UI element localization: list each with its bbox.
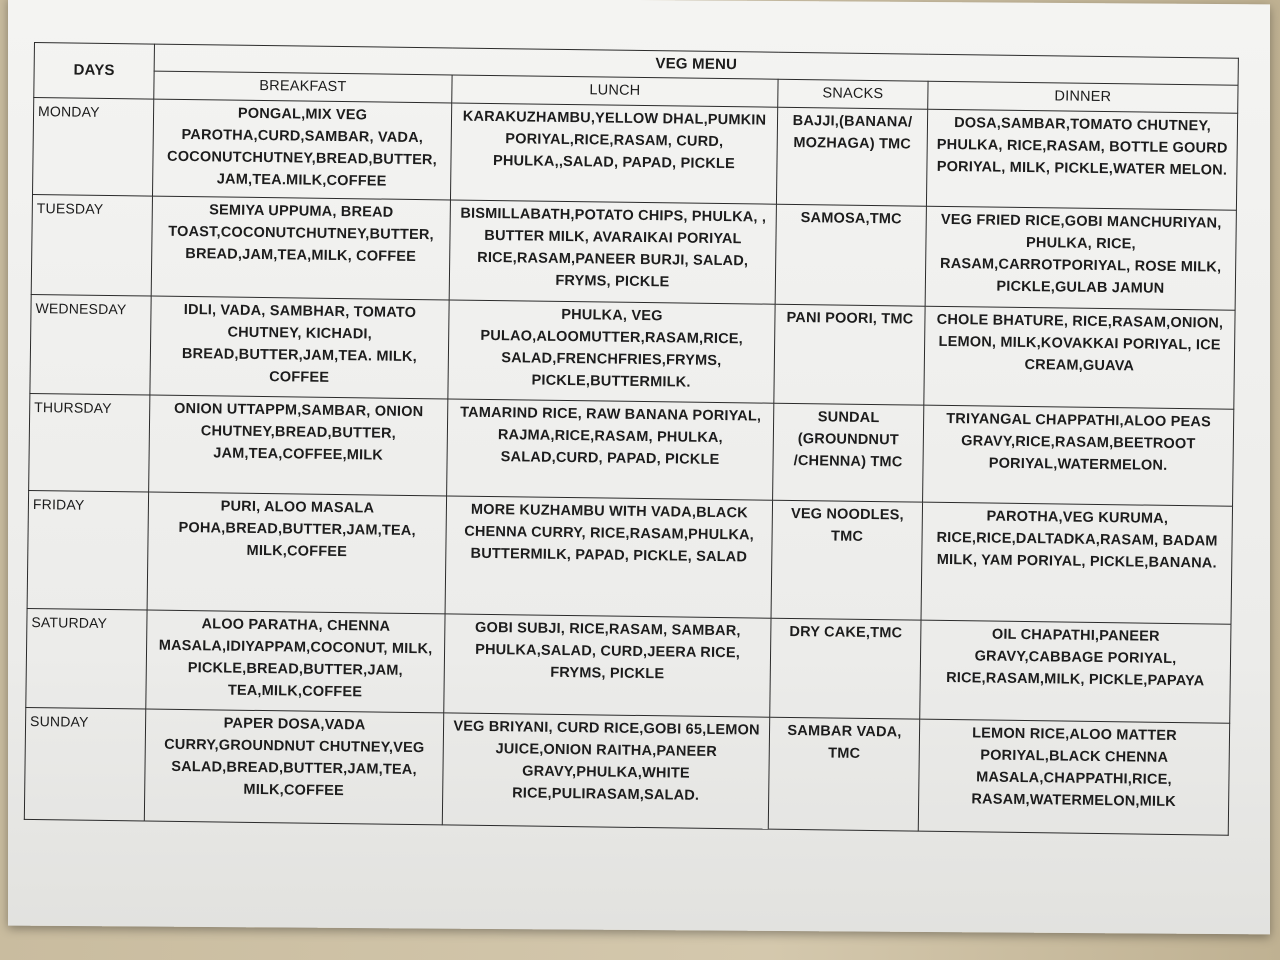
dinner-cell: PAROTHA,VEG KURUMA, RICE,RICE,DALTADKA,RASAM, BADAM MILK, YAM PORIYAL, PICKLE,BANANA.	[921, 502, 1233, 624]
snacks-cell: PANI POORI, TMC	[774, 304, 925, 405]
breakfast-cell: PONGAL,MIX VEG PAROTHA,CURD,SAMBAR, VADA, COCONUTCHUTNEY,BREAD,BUTTER, JAM,TEA.MILK,COFFEE	[152, 99, 451, 200]
snacks-cell: BAJJI,(BANANA/ MOZHAGA) TMC	[776, 107, 927, 206]
breakfast-cell: IDLI, VADA, SAMBHAR, TOMATO CHUTNEY, KICHADI, BREAD,BUTTER,JAM,TEA. MILK, COFFEE	[150, 296, 449, 399]
lunch-cell: MORE KUZHAMBU WITH VADA,BLACK CHENNA CURRY, RICE,RASAM,PHULKA, BUTTERMILK, PAPAD, PICKLE, SALAD	[445, 496, 773, 618]
lunch-cell: BISMILLABATH,POTATO CHIPS, PHULKA, , BUTTER MILK, AVARAIKAI PORIYAL RICE,RASAM,PANEER BURJI, SALAD, FRYMS, PICKLE	[449, 200, 776, 304]
dinner-cell: CHOLE BHATURE, RICE,RASAM,ONION, LEMON, MILK,KOVAKKAI PORIYAL, ICE CREAM,GUAVA	[924, 306, 1235, 409]
header-lunch: LUNCH	[452, 75, 778, 107]
lunch-cell: PHULKA, VEG PULAO,ALOOMUTTER,RASAM,RICE, SALAD,FRENCHFRIES,FRYMS, PICKLE,BUTTERMILK.	[448, 299, 775, 403]
day-cell: MONDAY	[33, 97, 154, 196]
table-row	[31, 195, 1236, 310]
header-dinner: DINNER	[928, 82, 1238, 113]
snacks-cell: SAMOSA,TMC	[775, 204, 926, 305]
breakfast-cell: PAPER DOSA,VADA CURRY,GROUNDNUT CHUTNEY,VEG SALAD,BREAD,BUTTER,JAM,TEA, MILK,COFFEE	[144, 709, 443, 825]
lunch-cell: VEG BRIYANI, CURD RICE,GOBI 65,LEMON JUICE,ONION RAITHA,PANEER GRAVY,PHULKA,WHITE RICE,PULIRASAM,SALAD.	[442, 713, 769, 829]
day-cell: SUNDAY	[24, 708, 145, 821]
snacks-cell: VEG NOODLES, TMC	[771, 501, 923, 621]
header-snacks: SNACKS	[778, 80, 928, 109]
table-row	[29, 393, 1234, 506]
table-row	[30, 294, 1235, 409]
snacks-cell: SAMBAR VADA, TMC	[768, 718, 919, 832]
day-cell: WEDNESDAY	[30, 294, 151, 395]
dinner-cell: DOSA,SAMBAR,TOMATO CHUTNEY, PHULKA, RICE,RASAM, BOTTLE GOURD PORIYAL, MILK, PICKLE,WATER MELON.	[926, 109, 1237, 210]
breakfast-cell: PURI, ALOO MASALA POHA,BREAD,BUTTER,JAM,TEA, MILK,COFFEE	[147, 492, 447, 614]
snacks-cell: DRY CAKE,TMC	[770, 618, 921, 719]
breakfast-cell: SEMIYA UPPUMA, BREAD TOAST,COCONUTCHUTNEY,BUTTER, BREAD,JAM,TEA,MILK, COFFEE	[151, 196, 450, 299]
table-row	[33, 97, 1238, 210]
header-days: DAYS	[34, 43, 155, 99]
table-row	[24, 708, 1229, 835]
breakfast-cell: ALOO PARATHA, CHENNA MASALA,IDIYAPPAM,COCONUT, MILK, PICKLE,BREAD,BUTTER,JAM, TEA,MILK,COFFEE	[146, 610, 445, 713]
day-cell: SATURDAY	[26, 608, 147, 709]
snacks-cell: SUNDAL (GROUNDNUT /CHENNA) TMC	[773, 403, 924, 502]
header-breakfast: BREAKFAST	[154, 71, 452, 102]
dinner-cell: TRIYANGAL CHAPPATHI,ALOO PEAS GRAVY,RICE,RASAM,BEETROOT PORIYAL,WATERMELON.	[923, 405, 1234, 506]
veg-menu-table	[24, 42, 1239, 836]
table-row	[26, 608, 1231, 723]
day-cell: THURSDAY	[29, 393, 150, 492]
lunch-cell: GOBI SUBJI, RICE,RASAM, SAMBAR, PHULKA,SALAD, CURD,JEERA RICE, FRYMS, PICKLE	[444, 614, 771, 718]
lunch-cell: TAMARIND RICE, RAW BANANA PORIYAL, RAJMA,RICE,RASAM, PHULKA, SALAD,CURD, PAPAD, PICKLE	[447, 399, 774, 501]
dinner-cell: OIL CHAPATHI,PANEER GRAVY,CABBAGE PORIYAL, RICE,RASAM,MILK, PICKLE,PAPAYA	[920, 620, 1231, 723]
day-cell: TUESDAY	[31, 195, 152, 296]
dinner-cell: LEMON RICE,ALOO MATTER PORIYAL,BLACK CHENNA MASALA,CHAPPATHI,RICE, RASAM,WATERMELON,MILK	[918, 720, 1229, 836]
lunch-cell: KARAKUZHAMBU,YELLOW DHAL,PUMKIN PORIYAL,RICE,RASAM, CURD, PHULKA,,SALAD, PAPAD, PICKLE	[450, 103, 777, 205]
menu-title: VEG MENU	[154, 44, 1238, 86]
dinner-cell: VEG FRIED RICE,GOBI MANCHURIYAN, PHULKA, RICE, RASAM,CARROTPORIYAL, ROSE MILK, PICKLE,GULAB JAMUN	[925, 206, 1236, 309]
breakfast-cell: ONION UTTAPPM,SAMBAR, ONION CHUTNEY,BREAD,BUTTER, JAM,TEA,COFFEE,MILK	[149, 395, 448, 496]
day-cell: FRIDAY	[27, 491, 149, 610]
table-row	[27, 491, 1232, 624]
